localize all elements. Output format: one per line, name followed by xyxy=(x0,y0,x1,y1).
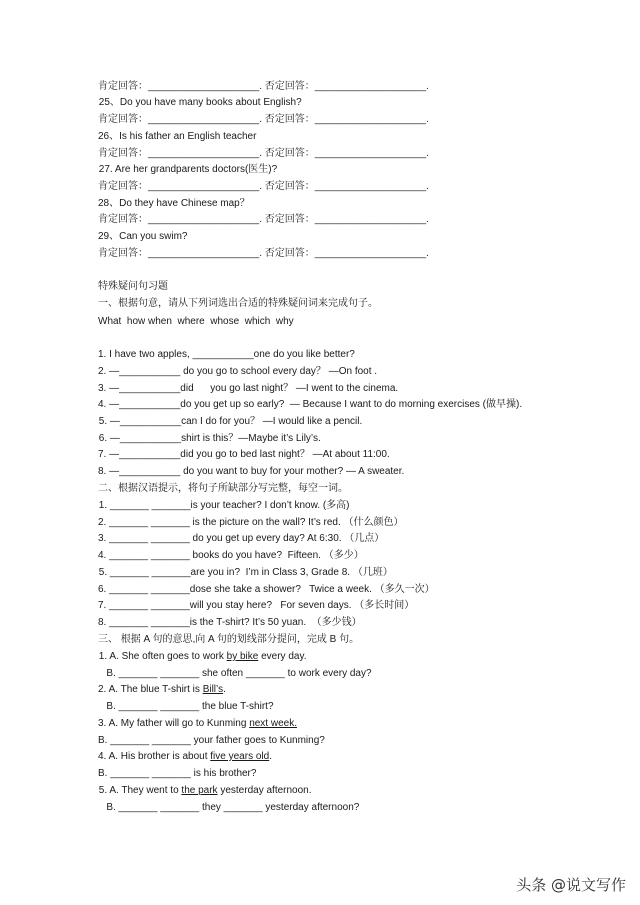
text-line: 29、Can you swim? xyxy=(98,231,188,242)
text-line: 26、Is his father an English teacher xyxy=(98,131,257,142)
text-line: B. _______ _______ she often _______ to work every day? xyxy=(98,668,372,679)
text-line: 6. _______ _______dose she take a shower? Twice a week. （多久一次） xyxy=(98,584,435,595)
text-line: 8. —___________ do you want to buy for your mother? — A sweater. xyxy=(98,466,405,477)
text-line: 一、根据句意，请从下列词选出合适的特殊疑问词来完成句子。 xyxy=(98,298,378,309)
text-line: 三、 根据 A 句的意思,向 A 句的划线部分提问，完成 B 句。 xyxy=(98,634,360,645)
text-line: B. _______ _______ they _______ yesterday afternoon? xyxy=(98,802,360,813)
text-line: 28、Do they have Chinese map？ xyxy=(98,198,250,209)
underlined-phrase: the park xyxy=(181,785,218,796)
text-line: 4. _______ _______ books do you have? Fifteen. （多少） xyxy=(98,550,364,561)
text-line: 3. A. My father will go to Kunming next week. xyxy=(98,718,297,729)
text-line: 4. —___________do you get up so early? — Because I want to do morning exercises (做早操). xyxy=(98,399,523,410)
text-line: 7. —___________did you go to bed last night？ —At about 11:00. xyxy=(98,449,390,460)
text-line: 27. Are her grandparents doctors(医生)? xyxy=(96,164,278,175)
text-line: 4. A. His brother is about five years old. xyxy=(98,751,272,762)
underlined-phrase: five years old xyxy=(210,751,270,762)
text-line: 2. —___________ do you go to school every day？ —On foot . xyxy=(98,366,378,377)
text-line: 5. —___________can I do for you？ —I would like a pencil. xyxy=(96,416,363,427)
text-line: What how when where whose which why xyxy=(98,316,294,327)
watermark: 头条 @说文写作 xyxy=(516,876,626,894)
underlined-phrase: Bill’s xyxy=(202,684,224,695)
underlined-phrase: by bike xyxy=(226,651,259,662)
text-line: 肯定回答：____________________. 否定回答：____________________. xyxy=(98,214,429,225)
text-line: 肯定回答：____________________. 否定回答：____________________. xyxy=(98,181,429,192)
text-line: 6. —___________shirt is this？—Maybe it’s Lily’s. xyxy=(96,433,321,444)
text-line: 3. —___________did you go last night？ —I went to the cinema. xyxy=(98,383,399,394)
text-line: 肯定回答：____________________. 否定回答：____________________. xyxy=(98,81,429,92)
text-line: 2. A. The blue T-shirt is Bill’s. xyxy=(98,684,226,695)
text-line: 25、Do you have many books about English? xyxy=(96,97,302,108)
text-line: 肯定回答：____________________. 否定回答：____________________. xyxy=(98,148,429,159)
text-line: 2. _______ _______ is the picture on the wall? It’s red. （什么颜色） xyxy=(98,517,404,528)
text-line: 7. _______ _______will you stay here? For seven days. （多长时间） xyxy=(98,600,415,611)
underlined-phrase: next week. xyxy=(249,718,297,729)
text-line: 特殊疑问句习题 xyxy=(98,281,168,292)
text-line: 8. _______ _______is the T-shirt? It’s 50 yuan. （多少钱） xyxy=(98,617,362,628)
text-line: 肯定回答：____________________. 否定回答：____________________. xyxy=(98,114,429,125)
text-line: 1. _______ _______is your teacher? I don’t know. (多高) xyxy=(96,500,350,511)
text-line: 1. I have two apples, ___________one do you like better? xyxy=(98,349,355,360)
text-line: 1. A. She often goes to work by bike every day. xyxy=(96,651,307,662)
text-line: 5. _______ _______are you in? I’m in Class 3, Grade 8. （几班） xyxy=(96,567,393,578)
text-line: B. _______ _______ your father goes to Kunming? xyxy=(98,735,325,746)
text-line: 二、根据汉语提示，将句子所缺部分写完整，每空一词。 xyxy=(98,483,348,494)
text-line: 5. A. They went to the park yesterday afternoon. xyxy=(96,785,312,796)
text-line: B. _______ _______ the blue T-shirt? xyxy=(98,701,274,712)
text-line: 肯定回答：____________________. 否定回答：____________________. xyxy=(98,248,429,259)
text-line: 3. _______ _______ do you get up every day? At 6:30. （几点） xyxy=(98,533,385,544)
text-line: B. _______ _______ is his brother? xyxy=(98,768,257,779)
